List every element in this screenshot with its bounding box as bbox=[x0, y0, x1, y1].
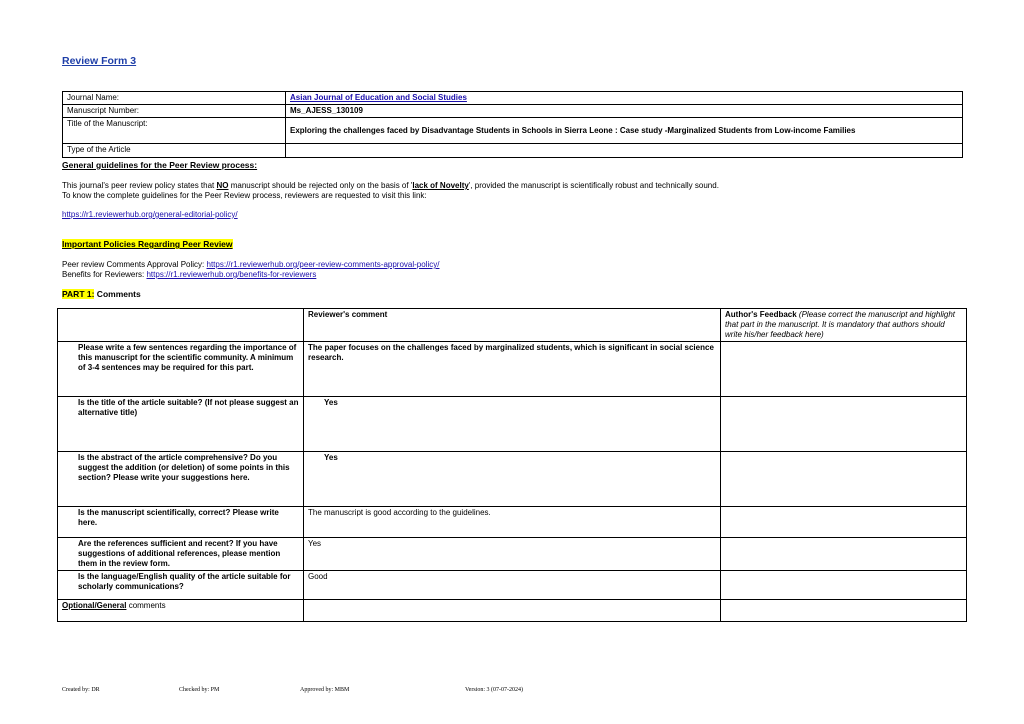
editorial-policy-link[interactable]: https://r1.reviewerhub.org/general-editorial-policy/ bbox=[62, 210, 238, 219]
manuscript-number-label: Manuscript Number: bbox=[63, 105, 286, 118]
question-cell: Is the manuscript scientifically, correct? Please write here. bbox=[58, 507, 304, 538]
approval-policy-link[interactable]: https://r1.reviewerhub.org/peer-review-comments-approval-policy/ bbox=[206, 260, 440, 269]
optional-reviewer-cell[interactable] bbox=[304, 600, 721, 622]
reviewer-answer-cell[interactable]: Yes bbox=[304, 452, 721, 507]
no-emphasis: NO bbox=[216, 181, 229, 190]
guidelines-paragraph: This journal's peer review policy states that NO manuscript should be rejected only on the basis of 'lack of Novelty', provided the manuscript is scientifically robust and technically sound. To know the complete guidelines for the Peer Review process, reviewers are requested to visit this link: bbox=[62, 181, 719, 200]
table-row bbox=[58, 507, 967, 538]
table-row bbox=[58, 571, 967, 600]
optional-comments-label: Optional/General comments bbox=[58, 600, 304, 622]
reviewer-answer-cell[interactable]: Yes bbox=[304, 397, 721, 452]
manuscript-title-value: Exploring the challenges faced by Disadvantage Students in Schools in Sierra Leone : Case study -Marginalized Students from Low-income Families bbox=[286, 118, 963, 144]
article-type-value[interactable] bbox=[286, 144, 963, 158]
footer-checked: Checked by: PM bbox=[179, 687, 220, 693]
footer-approved: Approved by: MBM bbox=[300, 687, 350, 693]
reviewer-answer-cell[interactable]: Yes bbox=[304, 538, 721, 571]
optional-comments-row bbox=[58, 600, 967, 622]
manuscript-number-value: Ms_AJESS_130109 bbox=[286, 105, 963, 118]
guidelines-link-intro: To know the complete guidelines for the Peer Review process, reviewers are requested to visit this link: bbox=[62, 191, 427, 200]
table-row bbox=[58, 397, 967, 452]
footer-version: Version: 3 (07-07-2024) bbox=[465, 687, 523, 693]
question-cell: Is the language/English quality of the article suitable for scholarly communications? bbox=[58, 571, 304, 600]
question-cell: Are the references sufficient and recent? If you have suggestions of additional references, please mention them in the review form. bbox=[58, 538, 304, 571]
table-row bbox=[58, 342, 967, 397]
form-title: Review Form 3 bbox=[62, 55, 137, 67]
table-row bbox=[58, 538, 967, 571]
part1-heading: PART 1: Comments bbox=[62, 289, 141, 299]
novelty-emphasis: lack of Novelty bbox=[412, 181, 469, 190]
journal-value[interactable] bbox=[286, 92, 963, 105]
author-feedback-cell[interactable] bbox=[721, 571, 967, 600]
question-cell: Is the abstract of the article comprehensive? Do you suggest the addition (or deletion) of some points in this section? Please write your suggestions here. bbox=[58, 452, 304, 507]
article-type-label: Type of the Article bbox=[63, 144, 286, 158]
footer-created: Created by: DR bbox=[62, 687, 100, 693]
manuscript-info-table bbox=[62, 91, 963, 158]
author-feedback-cell[interactable] bbox=[721, 507, 967, 538]
table-row bbox=[58, 452, 967, 507]
policies-heading: Important Policies Regarding Peer Review bbox=[62, 239, 233, 249]
guidelines-heading: General guidelines for the Peer Review process: bbox=[62, 160, 258, 170]
reviewer-answer-cell[interactable]: Good bbox=[304, 571, 721, 600]
manuscript-title-label: Title of the Manuscript: bbox=[63, 118, 286, 144]
header-blank-cell bbox=[58, 309, 304, 342]
reviewer-answer-cell[interactable]: The paper focuses on the challenges faced by marginalized students, which is significant in social science research. bbox=[304, 342, 721, 397]
author-feedback-cell[interactable] bbox=[721, 342, 967, 397]
policies-links: Peer review Comments Approval Policy: https://r1.reviewerhub.org/peer-review-comments-approval-policy/ Benefits for Reviewers: https://r1.reviewerhub.org/benefits-for-reviewers bbox=[62, 260, 440, 279]
author-feedback-cell[interactable] bbox=[721, 538, 967, 571]
optional-feedback-cell[interactable] bbox=[721, 600, 967, 622]
benefits-link[interactable]: https://r1.reviewerhub.org/benefits-for-reviewers bbox=[146, 270, 317, 279]
author-feedback-cell[interactable] bbox=[721, 397, 967, 452]
reviewer-comment-header: Reviewer's comment bbox=[304, 309, 721, 342]
author-feedback-header: Author's Feedback (Please correct the manuscript and highlight that part in the manuscript. It is mandatory that authors should write his/her feedback here) bbox=[721, 309, 967, 342]
journal-label: Journal Name: bbox=[63, 92, 286, 105]
journal-link[interactable]: Asian Journal of Education and Social Studies bbox=[290, 93, 467, 102]
author-feedback-cell[interactable] bbox=[721, 452, 967, 507]
question-cell: Please write a few sentences regarding the importance of this manuscript for the scientific community. A minimum of 3-4 sentences may be required for this part. bbox=[58, 342, 304, 397]
comments-table bbox=[57, 308, 967, 622]
reviewer-answer-cell[interactable]: The manuscript is good according to the guidelines. bbox=[304, 507, 721, 538]
question-cell: Is the title of the article suitable? (If not please suggest an alternative title) bbox=[58, 397, 304, 452]
